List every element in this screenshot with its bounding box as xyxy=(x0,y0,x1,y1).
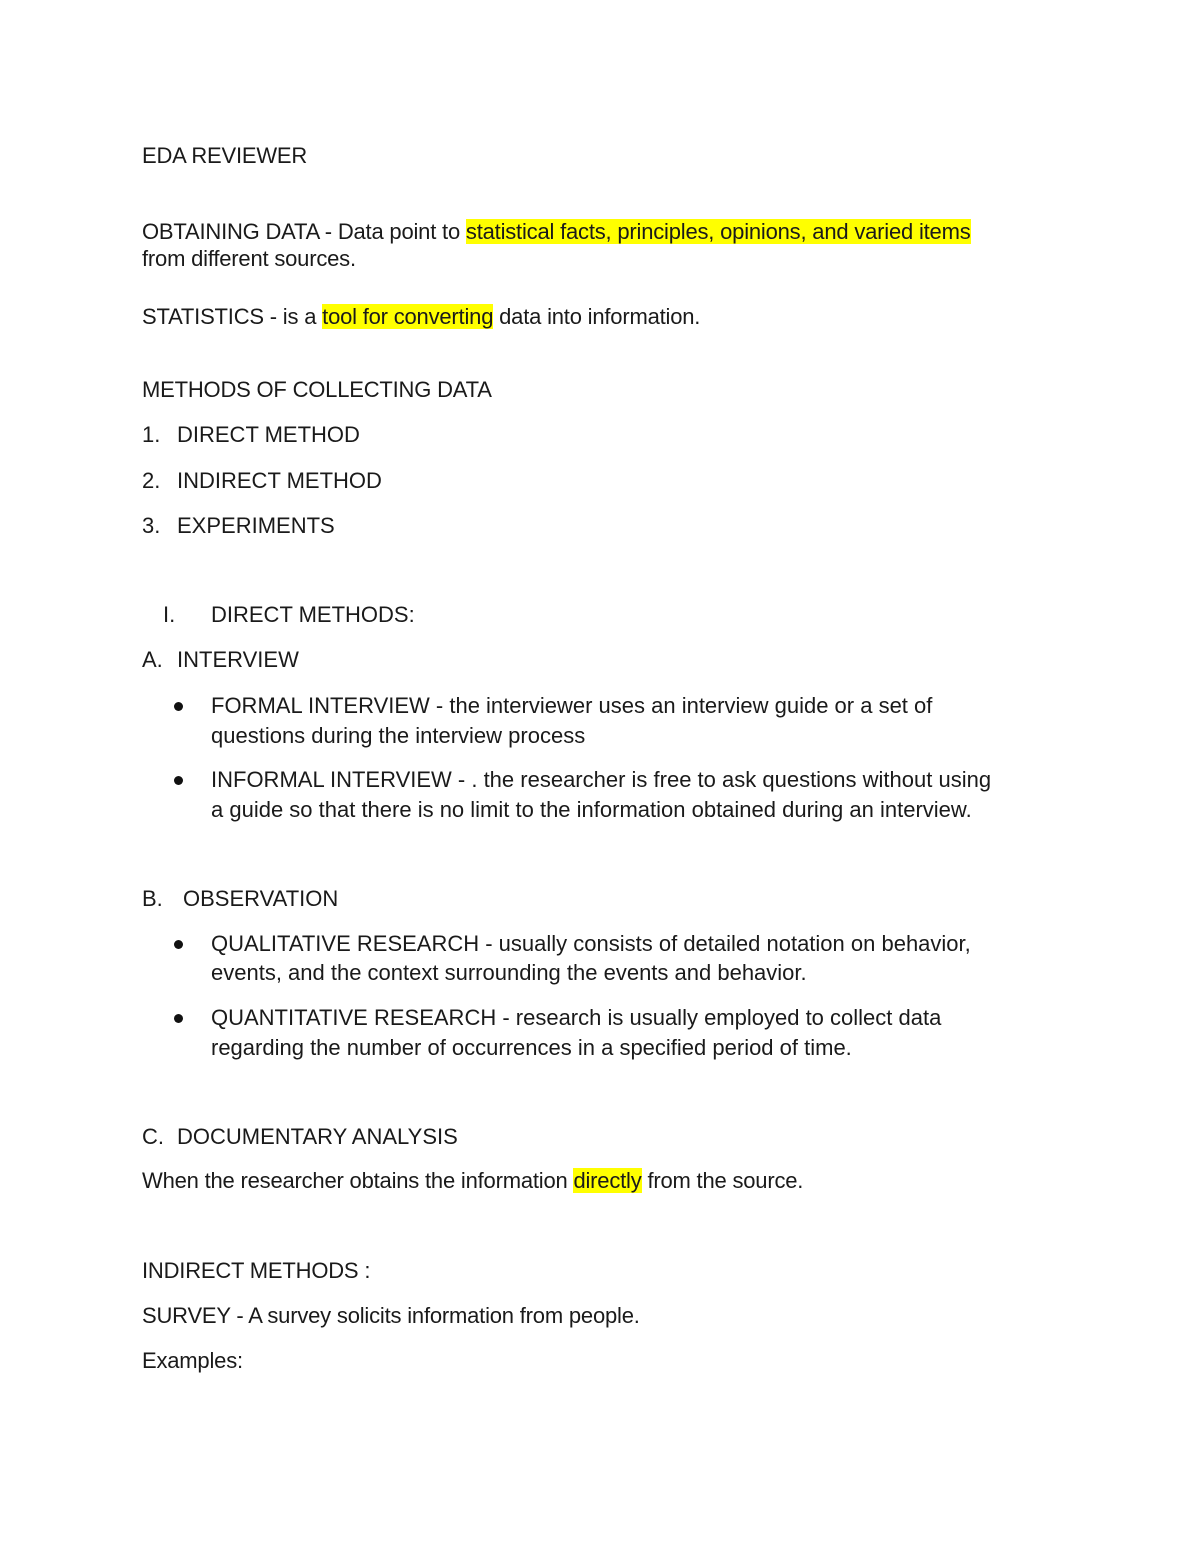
statistics-tail: data into information. xyxy=(493,304,701,329)
list-item-line: QUALITATIVE RESEARCH - usually consists of detailed notation on behavior, xyxy=(211,931,971,956)
list-item: EXPERIMENTS xyxy=(177,513,335,538)
section-letter: B. xyxy=(142,886,163,911)
roman-numeral: I. xyxy=(163,602,176,627)
statistics-line xyxy=(142,303,700,331)
documentary-analysis-heading: DOCUMENTARY ANALYSIS xyxy=(177,1124,458,1149)
list-number: 3. xyxy=(142,513,161,538)
observation-heading: OBSERVATION xyxy=(183,886,339,911)
bullet-icon xyxy=(174,1014,183,1023)
list-item-line: questions during the interview process xyxy=(211,723,586,748)
obtaining-data-lead: OBTAINING DATA - Data point to xyxy=(142,219,466,244)
methods-heading: METHODS OF COLLECTING DATA xyxy=(142,377,492,402)
list-item: INDIRECT METHOD xyxy=(177,468,382,493)
list-item-line: INFORMAL INTERVIEW - . the researcher is free to ask questions without using xyxy=(211,767,992,792)
document-title: EDA REVIEWER xyxy=(142,143,308,168)
list-item-line: a guide so that there is no limit to the information obtained during an interview. xyxy=(211,797,972,822)
indirect-methods-heading: INDIRECT METHODS : xyxy=(142,1258,371,1283)
statistics-highlight: tool for converting xyxy=(322,304,494,329)
examples-label: Examples: xyxy=(142,1348,243,1373)
obtaining-data-highlight: statistical facts, principles, opinions, and varied items xyxy=(465,219,971,244)
bullet-icon xyxy=(174,940,183,949)
bullet-icon xyxy=(174,702,183,711)
bullet-icon xyxy=(174,776,183,785)
list-number: 2. xyxy=(142,468,161,493)
desc-highlight: directly xyxy=(573,1168,642,1193)
desc-tail: from the source. xyxy=(641,1168,804,1193)
section-letter: A. xyxy=(142,647,163,672)
desc-lead: When the researcher obtains the information xyxy=(142,1168,574,1193)
obtaining-data-continuation: from different sources. xyxy=(142,246,356,271)
list-item-line: regarding the number of occurrences in a specified period of time. xyxy=(211,1035,852,1060)
list-item-line: QUANTITATIVE RESEARCH - research is usually employed to collect data xyxy=(211,1005,942,1030)
statistics-lead: STATISTICS - is a xyxy=(142,304,323,329)
direct-methods-heading: DIRECT METHODS: xyxy=(211,602,415,627)
survey-line: SURVEY - A survey solicits information from people. xyxy=(142,1303,640,1328)
section-letter: C. xyxy=(142,1124,164,1149)
documentary-analysis-description xyxy=(142,1167,803,1195)
interview-heading: INTERVIEW xyxy=(177,647,299,672)
obtaining-data-line xyxy=(142,218,971,246)
list-item-line: events, and the context surrounding the events and behavior. xyxy=(211,960,807,985)
list-item-line: FORMAL INTERVIEW - the interviewer uses an interview guide or a set of xyxy=(211,693,933,718)
list-number: 1. xyxy=(142,422,161,447)
list-item: DIRECT METHOD xyxy=(177,422,360,447)
